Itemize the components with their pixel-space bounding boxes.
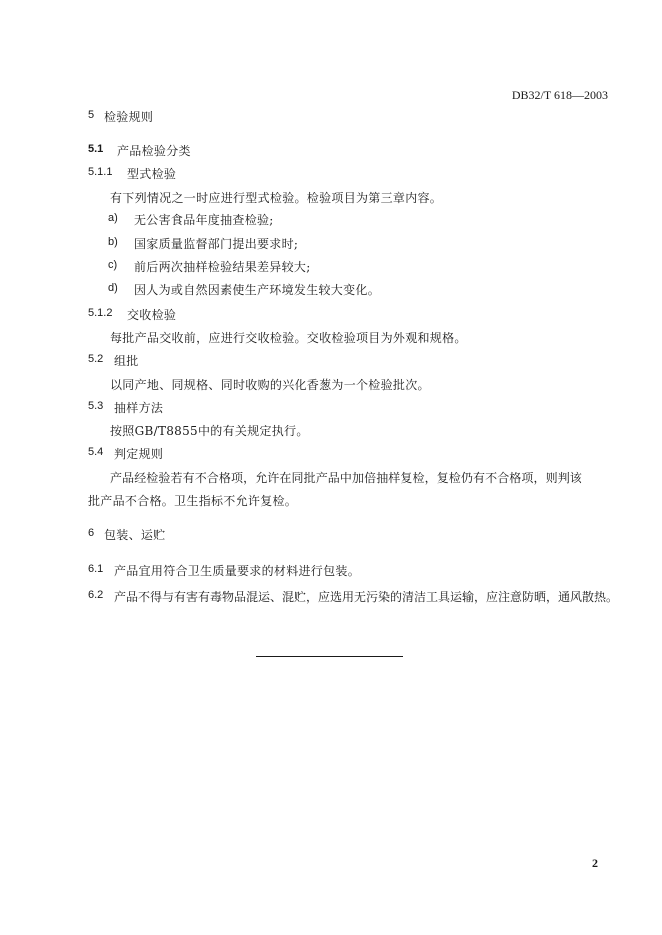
section-5-number: 5 [88, 109, 95, 121]
section-5-2-number: 5.2 [88, 353, 104, 365]
section-5-1-2-number: 5.1.2 [88, 307, 113, 319]
list-item-c-text: 前后两次抽样检验结果差异较大; [134, 260, 311, 274]
document-code: DB32/T 618—2003 [511, 88, 608, 102]
section-5-4-title: 判定规则 [114, 447, 164, 461]
section-5-2-title: 组批 [114, 354, 139, 368]
section-6-number: 6 [88, 527, 95, 539]
section-5-1-2-title: 交收检验 [127, 308, 177, 322]
section-5-1-2-body: 每批产品交收前，应进行交收检验。交收检验项目为外观和规格。 [110, 331, 467, 345]
page-number: 2 [592, 856, 598, 870]
section-5-1-1-title: 型式检验 [127, 167, 177, 181]
section-6-1-number: 6.1 [88, 563, 104, 575]
section-5-3-body: 按照GB/T8855中的有关规定执行。 [110, 424, 309, 438]
section-5-1-1-number: 5.1.1 [88, 166, 113, 178]
section-5-1-1-intro: 有下列情况之一时应进行型式检验。检验项目为第三章内容。 [110, 191, 443, 205]
list-item-a-text: 无公害食品年度抽查检验; [134, 213, 274, 227]
section-6-2-number: 6.2 [88, 589, 104, 601]
list-item-d-marker: d) [108, 282, 118, 294]
section-5-3-title: 抽样方法 [114, 401, 164, 415]
section-6-2-body: 产品不得与有害有毒物品混运、混贮，应选用无污染的清洁工具运输，应注意防晒，通风散热。 [114, 590, 619, 604]
section-5-title: 检验规则 [104, 110, 154, 124]
section-5-4-body-line-2: 批产品不合格。卫生指标不允许复检。 [88, 494, 298, 508]
section-5-1-title: 产品检验分类 [117, 144, 191, 158]
section-5-3-number: 5.3 [88, 400, 104, 412]
end-of-document-rule [256, 656, 403, 657]
section-6-1-body: 产品宜用符合卫生质量要求的材料进行包装。 [114, 564, 361, 578]
list-item-d-text: 因人为或自然因素使生产环境发生较大变化。 [134, 283, 381, 297]
section-5-2-body: 以同产地、同规格、同时收购的兴化香葱为一个检验批次。 [110, 378, 430, 392]
list-item-c-marker: c) [108, 259, 118, 271]
section-5-4-number: 5.4 [88, 446, 104, 458]
section-5-1-number: 5.1 [88, 143, 104, 155]
list-item-b-text: 国家质量监督部门提出要求时; [134, 237, 299, 251]
list-item-a-marker: a) [108, 212, 118, 224]
section-5-4-body-line-1: 产品经检验若有不合格项，允许在同批产品中加倍抽样复检，复检仍有不合格项，则判该 [110, 471, 582, 485]
list-item-b-marker: b) [108, 236, 118, 248]
section-6-title: 包装、运贮 [104, 528, 166, 542]
